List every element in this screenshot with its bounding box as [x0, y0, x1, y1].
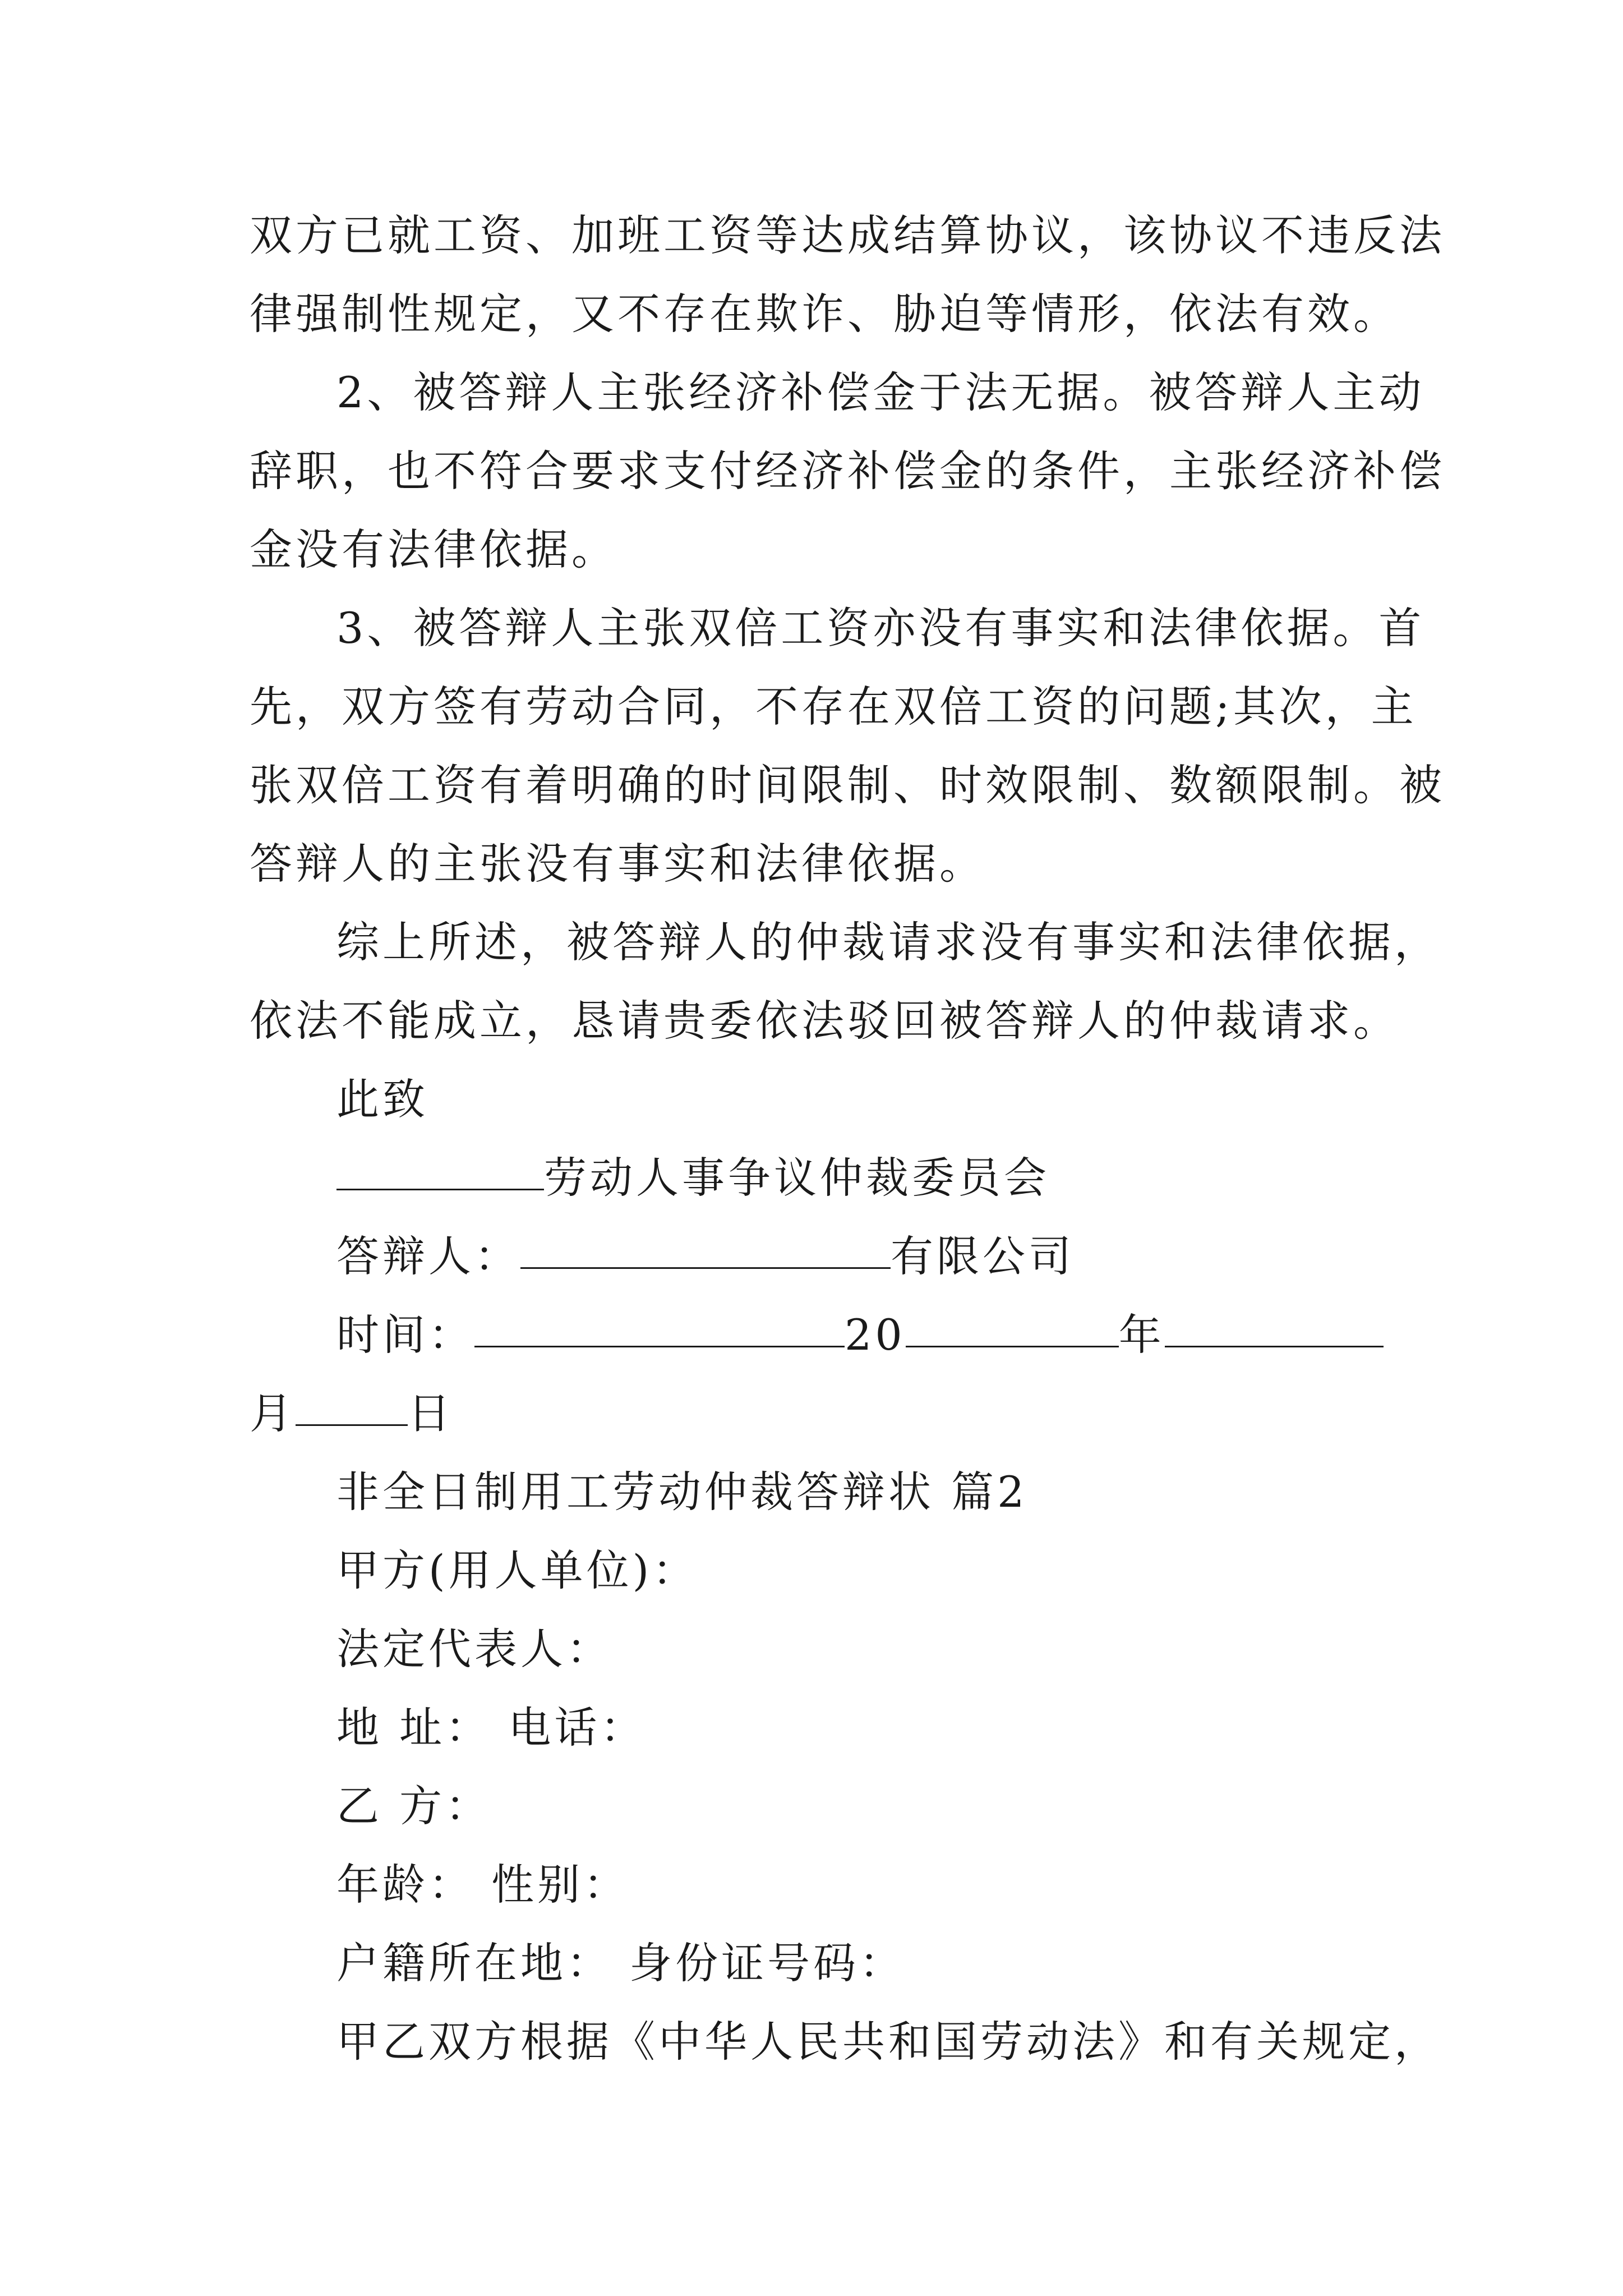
paragraph-line: 辞职，也不符合要求支付经济补偿金的条件，主张经济补偿: [250, 446, 1445, 496]
year-label: 年: [1118, 1310, 1165, 1360]
company-suffix: 有限公司: [891, 1231, 1075, 1281]
paragraph-line: 综上所述，被答辩人的仲裁请求没有事实和法律依据，: [336, 917, 1440, 967]
fill-in-blank: [520, 1228, 891, 1269]
date-line: [336, 1307, 1481, 1363]
age-gender-field: 年龄： 性别：: [336, 1860, 630, 1910]
respondent-line: [336, 1228, 1481, 1285]
fill-in-blank: [296, 1385, 408, 1426]
salutation: 此致: [336, 1074, 428, 1124]
party-b-field: 乙 方：: [336, 1781, 492, 1831]
residence-id-field: 户籍所在地： 身份证号码：: [336, 1938, 906, 1988]
paragraph-line: 律强制性规定，又不存在欺诈、胁迫等情形，依法有效。: [250, 289, 1399, 339]
fill-in-blank: [1165, 1306, 1384, 1347]
month-label: 月: [250, 1388, 296, 1438]
fill-in-blank: [474, 1306, 845, 1347]
date-label: 时间：: [336, 1310, 474, 1360]
year-prefix: 20: [845, 1310, 906, 1360]
paragraph-line: 双方已就工资、加班工资等达成结算协议，该协议不违反法: [250, 210, 1445, 260]
recipient-line: [336, 1150, 1481, 1206]
paragraph-line: 金没有法律依据。: [250, 524, 617, 574]
paragraph-line: 先，双方签有劳动合同，不存在双倍工资的问题;其次，主: [250, 682, 1417, 731]
paragraph-line: 3、被答辩人主张双倍工资亦没有事实和法律依据。首: [336, 603, 1425, 653]
party-a-field: 甲方(用人单位)：: [336, 1545, 699, 1595]
fill-in-blank: [336, 1149, 544, 1190]
address-phone-field: 地 址： 电话：: [336, 1703, 647, 1752]
section-title: 非全日制用工劳动仲裁答辩状 篇2: [336, 1467, 1028, 1517]
paragraph-line: 依法不能成立，恳请贵委依法驳回被答辩人的仲裁请求。: [250, 996, 1399, 1046]
recipient-label: 劳动人事争议仲裁委员会: [544, 1153, 1050, 1203]
paragraph-line: 答辩人的主张没有事实和法律依据。: [250, 839, 985, 889]
month-day-line: [250, 1386, 1394, 1442]
respondent-label: 答辩人：: [336, 1231, 520, 1281]
paragraph-line: 甲乙双方根据《中华人民共和国劳动法》和有关规定，: [336, 2017, 1440, 2067]
legal-representative-field: 法定代表人：: [336, 1624, 612, 1674]
fill-in-blank: [906, 1306, 1119, 1347]
day-label: 日: [408, 1388, 454, 1438]
paragraph-line: 张双倍工资有着明确的时间限制、时效限制、数额限制。被: [250, 760, 1445, 810]
paragraph-line: 2、被答辩人主张经济补偿金于法无据。被答辩人主动: [336, 367, 1425, 417]
